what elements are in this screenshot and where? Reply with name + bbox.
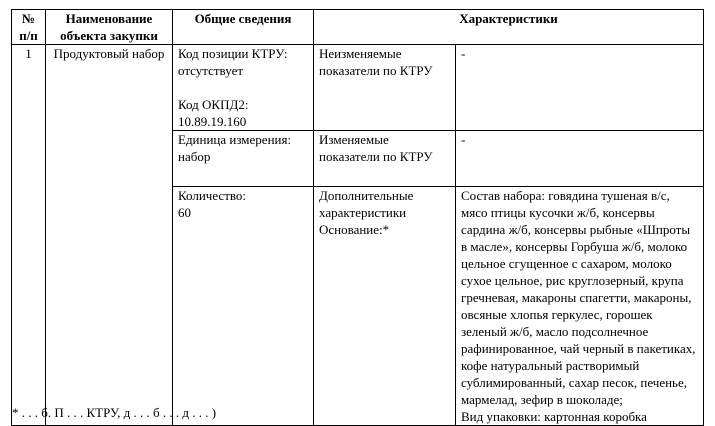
set-composition: Состав набора: говядина тушеная в/с, мясо птицы кусочки ж/б, консервы сардина ж/б, консервы рыбные «Шпроты в масле», консервы Горбуша ж/б, молоко цельное сгущенное с сахаром, молоко сухое цельное, рис круглозерный, крупа гречневая, макароны спагетти, макароны, овсяные хлопья геркулес, горошек зеленый ж/б, масло подсолнечное рафинированное, чай черный в пакетиках, кофе натуральный растворимый сублимированный, сахар песок, печенье, мармелад, зефир в шоколаде; — [461, 188, 696, 407]
char-value-fixed: - — [456, 45, 704, 131]
okpd2-label: Код ОКПД2: — [178, 97, 249, 112]
unit-cell — [173, 131, 314, 187]
object-name: Продуктовый набор — [46, 45, 173, 426]
unit-value: набор — [178, 149, 211, 164]
basis-label: Основание:* — [319, 222, 390, 237]
okpd2-value: 10.89.19.160 — [178, 114, 247, 129]
header-characteristics: Характеристики — [314, 10, 704, 45]
header-general-info: Общие сведения — [173, 10, 314, 45]
row-number: 1 — [12, 45, 46, 426]
quantity-value: 60 — [178, 205, 191, 220]
char-label-additional — [314, 187, 456, 426]
ktru-value: отсутствует — [178, 63, 244, 78]
char-value-variable: - — [456, 131, 704, 187]
char-label-fixed: Неизменяемые показатели по КТРУ — [314, 45, 456, 131]
quantity-label: Количество: — [178, 188, 247, 203]
footnote-cut-off: * . . . б. П . . . КТРУ, д . . . б . . . д . . . ) — [12, 405, 217, 420]
ktru-label: Код позиции КТРУ: — [178, 46, 288, 61]
header-object-name: Наименование объекта закупки — [46, 10, 173, 45]
table-row — [12, 45, 704, 131]
procurement-spec-table — [11, 9, 704, 426]
quantity-cell — [173, 187, 314, 426]
packaging-type: Вид упаковки: картонная коробка — [461, 409, 647, 424]
ktru-okpd-cell — [173, 45, 314, 131]
char-value-additional — [456, 187, 704, 426]
header-number: № п/п — [12, 10, 46, 45]
table-header-row — [12, 10, 704, 45]
char-label-variable: Изменяемые показатели по КТРУ — [314, 131, 456, 187]
additional-label: Дополнительные характеристики — [319, 188, 414, 220]
unit-label: Единица измерения: — [178, 132, 292, 147]
